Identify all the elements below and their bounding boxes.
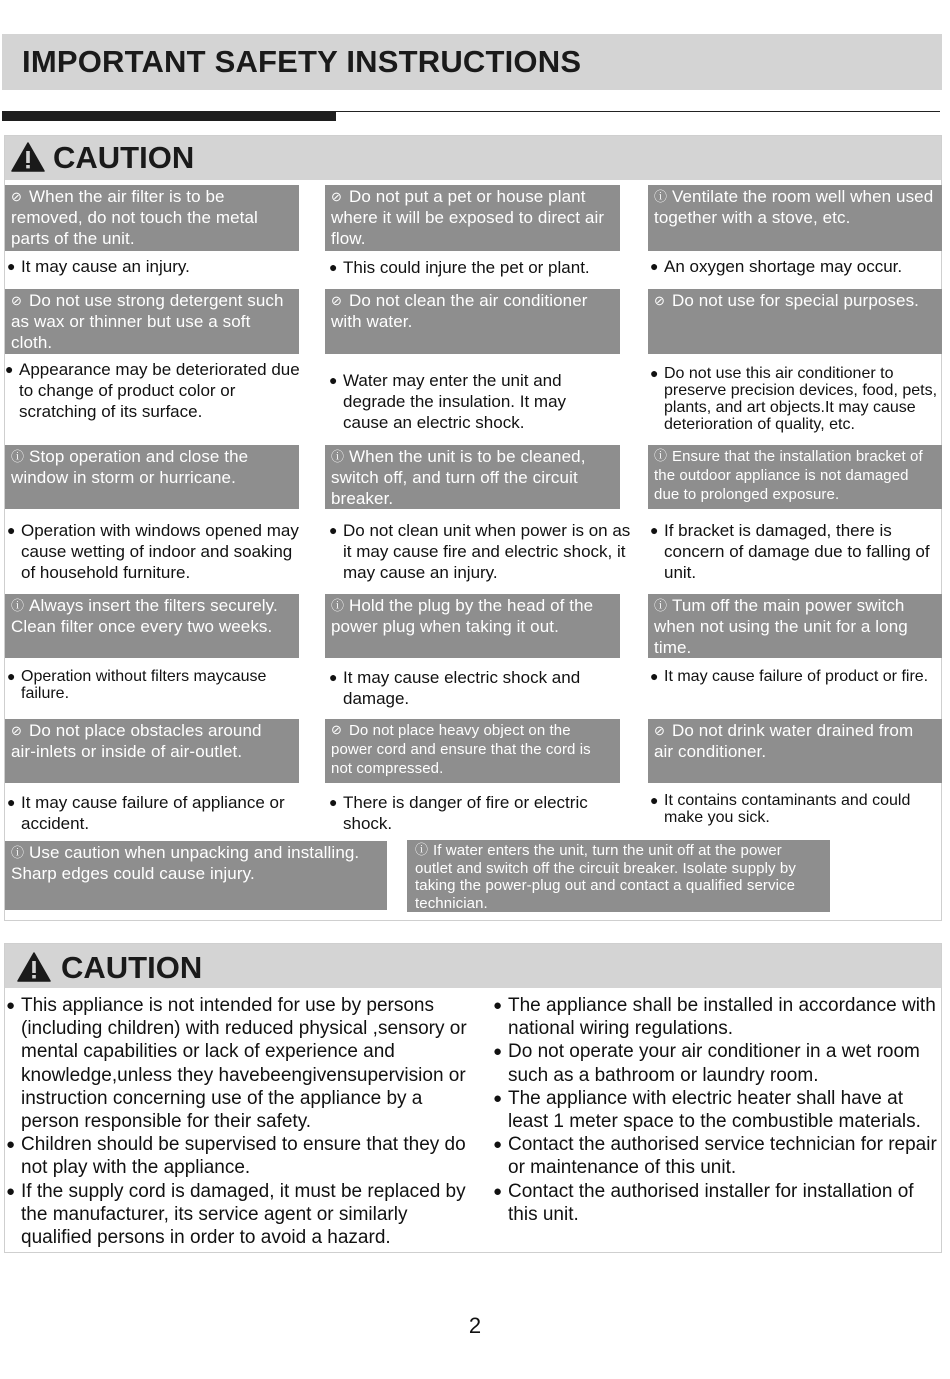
instruction-box: ⓘ Stop operation and close the window in storm or hurricane. xyxy=(5,445,299,509)
prohibition-icon: ⊘ xyxy=(331,189,342,204)
caution-list-right xyxy=(493,994,941,1226)
consequence-note: ● Do not clean unit when power is on as it may cause fire and electric shock, it may cause an injury. xyxy=(329,521,631,582)
instruction-box: ⓘ Ensure that the installation bracket of the outdoor appliance is not damaged due to prolonged exposure. xyxy=(648,445,942,509)
warning-icon xyxy=(17,952,51,982)
caution-title: CAUTION xyxy=(61,950,203,985)
instruction-box: ⓘ Use caution when unpacking and installing. Sharp edges could cause injury. xyxy=(5,841,387,910)
consequence-note: ● It may cause failure of product or fire. xyxy=(650,668,929,685)
caution-bar xyxy=(5,136,941,180)
list-item: ● Children should be supervised to ensure that they do not play with the appliance. xyxy=(6,1134,466,1179)
list-item: ● The appliance with electric heater shall have at least 1 meter space to the combustible materials. xyxy=(493,1087,921,1133)
consequence-note: ● There is danger of fire or electric shock. xyxy=(329,793,588,833)
info-icon: ⓘ xyxy=(654,598,668,613)
info-icon: ⓘ xyxy=(331,449,345,464)
prohibition-icon: ⊘ xyxy=(331,293,342,308)
list-item: ● If the supply cord is damaged, it must be replaced by the manufacturer, its service agent or similarly qualified persons in order to avoid a hazard. xyxy=(6,1180,466,1249)
consequence-note: ● It may cause electric shock and damage. xyxy=(329,668,581,708)
list-item: ● Contact the authorised installer for installation of this unit. xyxy=(493,1180,914,1225)
consequence-note: ● An oxygen shortage may occur. xyxy=(650,257,903,276)
prohibition-icon: ⊘ xyxy=(654,293,665,308)
prohibition-icon: ⊘ xyxy=(11,723,22,738)
instruction-box: ⓘ Tum off the main power switch when not using the unit for a long time. xyxy=(648,594,942,658)
consequence-note: ● It may cause an injury. xyxy=(7,257,190,276)
header-rule-accent xyxy=(2,111,336,121)
instruction-box: ⊘ Do not use for special purposes. xyxy=(648,289,942,354)
warning-icon xyxy=(11,142,45,172)
info-icon: ⓘ xyxy=(331,598,345,613)
instruction-box: ⓘ Always insert the filters securely. Clean filter once every two weeks. xyxy=(5,594,299,658)
consequence-note: ● Do not use this air conditioner to preserve precision devices, food, pets, plants, and art objects.It may cause deterioration of quality, etc. xyxy=(650,365,938,433)
info-icon: ⓘ xyxy=(11,449,25,464)
instruction-box: ⊘ Do not place heavy object on the power cord and ensure that the cord is not compressed. xyxy=(325,719,620,783)
instruction-box: ⓘ Hold the plug by the head of the power plug when taking it out. xyxy=(325,594,620,658)
prohibition-icon: ⊘ xyxy=(331,722,342,737)
page-title: IMPORTANT SAFETY INSTRUCTIONS xyxy=(22,44,582,79)
instruction-box: ⊘ Do not put a pet or house plant where it will be exposed to direct air flow. xyxy=(325,185,620,251)
caution-bar xyxy=(5,944,941,988)
instruction-box: ⊘ Do not drink water drained from air conditioner. xyxy=(648,719,942,783)
consequence-note: ● It may cause failure of appliance or accident. xyxy=(7,793,285,833)
info-icon: ⓘ xyxy=(11,598,25,613)
consequence-note: ● It contains contaminants and could make you sick. xyxy=(650,792,911,826)
caution-list-left xyxy=(6,994,471,1249)
instruction-box: ⊘ Do not place obstacles around air-inlets or inside of air-outlet. xyxy=(5,719,299,783)
info-icon: ⓘ xyxy=(11,845,25,860)
prohibition-icon: ⊘ xyxy=(654,723,665,738)
info-icon: ⓘ xyxy=(415,842,429,857)
page-header xyxy=(2,34,942,90)
consequence-note: ● Water may enter the unit and degrade the insulation. It may cause an electric shock. xyxy=(329,371,567,432)
prohibition-icon: ⊘ xyxy=(11,189,22,204)
caution-section-1 xyxy=(4,135,942,921)
instruction-box: ⓘ Ventilate the room well when used together with a stove, etc. xyxy=(648,185,942,251)
instruction-box: ⊘ Do not clean the air conditioner with water. xyxy=(325,289,620,354)
list-item: ● This appliance is not intended for use by persons (including children) with reduced physical ,sensory or mental capabilities or lack of experience and knowledge,unless they havebeengivensupervision or instruction concerning use of the appliance by a person responsible for their safety. xyxy=(6,995,467,1133)
instruction-box: ⓘ When the unit is to be cleaned, switch off, and turn off the circuit breaker. xyxy=(325,445,620,509)
info-icon: ⓘ xyxy=(654,448,668,463)
list-item: ● Contact the authorised service technician for repair or maintenance of this unit. xyxy=(493,1134,937,1179)
list-item: ● Do not operate your air conditioner in a wet room such as a bathroom or laundry room. xyxy=(493,1041,920,1086)
instruction-box: ⓘ If water enters the unit, turn the unit off at the power outlet and switch off the circuit breaker. Isolate supply by taking the power-plug out and contact a qualified service technician. xyxy=(407,840,830,912)
caution-section-2 xyxy=(4,943,942,1253)
page-number: 2 xyxy=(468,1313,482,1338)
consequence-note: ● Operation without filters maycause failure. xyxy=(7,668,267,702)
instruction-box: ⊘ Do not use strong detergent such as wax or thinner but use a soft cloth. xyxy=(5,289,299,354)
consequence-note: ● This could injure the pet or plant. xyxy=(329,258,590,277)
list-item: ● The appliance shall be installed in accordance with national wiring regulations. xyxy=(493,995,936,1040)
consequence-note: ● Appearance may be deteriorated due to change of product color or scratching of its surface. xyxy=(5,360,300,421)
caution-title: CAUTION xyxy=(53,140,195,175)
consequence-note: ● If bracket is damaged, there is concern of damage due to falling of unit. xyxy=(650,521,930,582)
instruction-box: ⊘ When the air filter is to be removed, do not touch the metal parts of the unit. xyxy=(5,185,299,251)
prohibition-icon: ⊘ xyxy=(11,293,22,308)
consequence-note: ● Operation with windows opened may cause wetting of indoor and soaking of household furniture. xyxy=(7,521,299,582)
info-icon: ⓘ xyxy=(654,189,668,204)
